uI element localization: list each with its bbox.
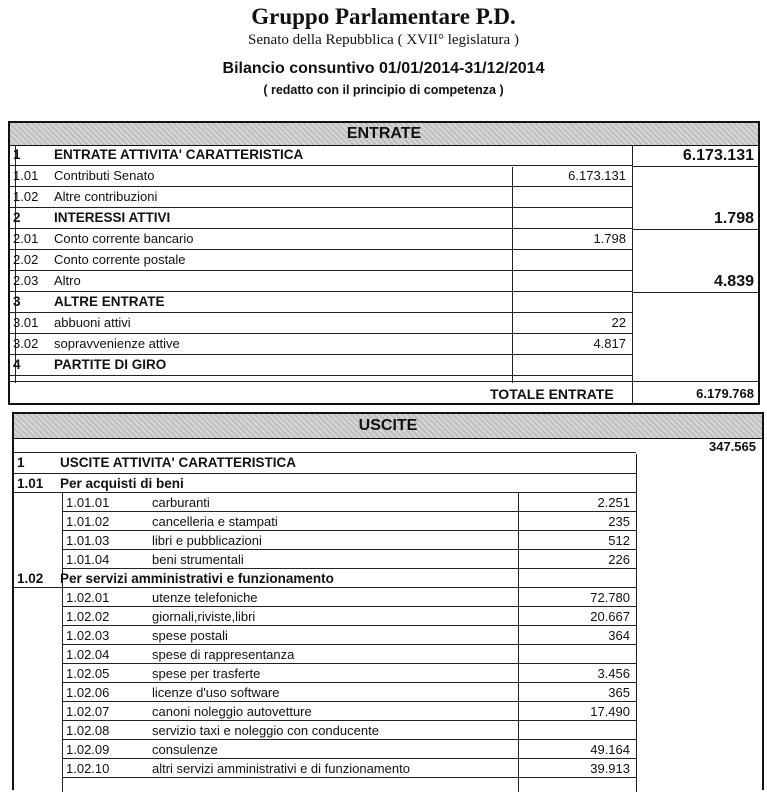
row-label: canoni noleggio autovetture <box>152 704 312 719</box>
row-amount: 364 <box>608 628 630 643</box>
entrate-item-row <box>10 166 632 187</box>
row-label: cancelleria e stampati <box>152 514 278 529</box>
row-label: INTERESSI ATTIVI <box>54 210 171 225</box>
row-amount: 3.456 <box>597 666 630 681</box>
entrate-section-row <box>10 292 632 313</box>
report-subtitle: ( redatto con il principio di competenza ) <box>263 83 504 97</box>
row-label: USCITE ATTIVITA' CARATTERISTICA <box>60 455 296 470</box>
row-code: 1.01.04 <box>66 552 110 567</box>
row-code: 4 <box>13 357 21 372</box>
row-amount: 6.173.131 <box>568 168 626 183</box>
row-code: 2.03 <box>13 273 39 288</box>
uscite-heading: USCITE <box>14 414 762 439</box>
total-entrate-value: 6.179.768 <box>696 386 754 401</box>
uscite-section-row <box>14 452 636 474</box>
senate-subtitle: Senato della Repubblica ( XVII° legislatura ) <box>248 32 519 48</box>
row-label: ENTRATE ATTIVITA' CARATTERISTICA <box>54 147 304 162</box>
row-code: 1.01.01 <box>66 495 110 510</box>
row-code: 1.02.03 <box>66 628 110 643</box>
report-title: Bilancio consuntivo 01/01/2014-31/12/2014 <box>222 60 545 77</box>
row-code: 1.02.10 <box>66 761 110 776</box>
entrate-section-row <box>10 145 632 166</box>
uscite-item-row <box>62 664 636 683</box>
row-label: utenze telefoniche <box>152 590 258 605</box>
row-code: 1 <box>13 147 21 162</box>
row-code: 2.02 <box>13 252 39 267</box>
row-code: 2.01 <box>13 231 39 246</box>
entrate-section-row <box>10 208 632 229</box>
row-code: 1.01 <box>17 476 44 491</box>
row-label: Contributi Senato <box>54 168 155 183</box>
row-label: consulenze <box>152 742 218 757</box>
row-amount: 512 <box>608 533 630 548</box>
row-label: spese di rappresentanza <box>152 647 295 662</box>
row-amount: 4.817 <box>593 336 626 351</box>
row-label: giornali,riviste,libri <box>152 609 256 624</box>
entrate-item-row <box>10 187 632 208</box>
entrate-section-row <box>10 355 632 376</box>
row-code: 1 <box>17 455 25 470</box>
column-divider <box>636 454 637 792</box>
row-code: 1.02.06 <box>66 685 110 700</box>
uscite-item-row <box>62 626 636 645</box>
entrate-item-row <box>10 313 632 334</box>
row-code: 3.01 <box>13 315 39 330</box>
uscite-item-row <box>62 683 636 702</box>
row-amount: 49.164 <box>590 742 630 757</box>
row-code: 1.01.02 <box>66 514 110 529</box>
row-label: abbuoni attivi <box>54 315 131 330</box>
row-label: PARTITE DI GIRO <box>54 357 167 372</box>
uscite-table <box>12 412 764 790</box>
column-divider <box>632 145 633 405</box>
row-code: 1.02.04 <box>66 647 110 662</box>
row-label: Per acquisti di beni <box>60 476 184 491</box>
row-label: spese postali <box>152 628 228 643</box>
row-code: 1.01.03 <box>66 533 110 548</box>
row-label: beni strumentali <box>152 552 244 567</box>
uscite-item-row <box>62 721 636 740</box>
row-label: servizio taxi e noleggio con conducente <box>152 723 379 738</box>
uscite-item-row <box>62 512 636 531</box>
row-label: licenze d'uso software <box>152 685 280 700</box>
entrate-item-row <box>10 271 632 292</box>
uscite-group-row <box>14 474 636 493</box>
uscite-item-row <box>62 588 636 607</box>
row-label: Altro <box>54 273 81 288</box>
row-amount: 235 <box>608 514 630 529</box>
total-underline <box>632 292 758 293</box>
group-title: Gruppo Parlamentare P.D. <box>251 4 516 29</box>
uscite-group-row <box>14 569 636 588</box>
row-code: 1.02.09 <box>66 742 110 757</box>
uscite-item-row <box>62 607 636 626</box>
row-amount: 72.780 <box>590 590 630 605</box>
row-label: Conto corrente postale <box>54 252 186 267</box>
row-code: 1.02.05 <box>66 666 110 681</box>
uscite-item-row <box>62 493 636 512</box>
row-label: Conto corrente bancario <box>54 231 194 246</box>
entrate-total-row <box>10 381 758 405</box>
total-underline <box>632 229 758 230</box>
section-total: 6.173.131 <box>682 147 754 164</box>
section-total: 4.839 <box>713 273 754 290</box>
uscite-item-row <box>62 531 636 550</box>
total-entrate-label: TOTALE ENTRATE <box>490 386 614 402</box>
uscite-item-row <box>62 702 636 721</box>
row-code: 1.01 <box>13 168 39 183</box>
row-amount: 20.667 <box>590 609 630 624</box>
row-label: libri e pubblicazioni <box>152 533 262 548</box>
row-amount: 2.251 <box>597 495 630 510</box>
row-amount: 226 <box>608 552 630 567</box>
row-code: 3.02 <box>13 336 39 351</box>
row-amount: 1.798 <box>593 231 626 246</box>
row-label: carburanti <box>152 495 210 510</box>
entrate-item-row <box>10 334 632 355</box>
row-code: 3 <box>13 294 21 309</box>
row-code: 2 <box>13 210 21 225</box>
uscite-item-row <box>62 759 636 778</box>
entrate-heading: ENTRATE <box>10 123 758 146</box>
uscite-top-total: 347.565 <box>709 439 756 454</box>
section-total: 1.798 <box>713 210 754 227</box>
uscite-item-row <box>62 740 636 759</box>
row-code: 1.02.08 <box>66 723 110 738</box>
entrate-item-row <box>10 250 632 271</box>
row-label: Altre contribuzioni <box>54 189 158 204</box>
row-code: 1.02.01 <box>66 590 110 605</box>
row-label: altri servizi amministrativi e di funzionamento <box>152 761 410 776</box>
row-label: Per servizi amministrativi e funzionamento <box>60 571 334 586</box>
entrate-table <box>8 121 760 405</box>
row-amount: 365 <box>608 685 630 700</box>
entrate-item-row <box>10 229 632 250</box>
row-amount: 22 <box>611 315 626 330</box>
row-amount: 39.913 <box>590 761 630 776</box>
row-code: 1.02 <box>17 571 44 586</box>
row-code: 1.02.07 <box>66 704 110 719</box>
uscite-item-row <box>62 550 636 569</box>
row-code: 1.02 <box>13 189 39 204</box>
row-amount: 17.490 <box>590 704 630 719</box>
row-label: ALTRE ENTRATE <box>54 294 165 309</box>
row-code: 1.02.02 <box>66 609 110 624</box>
row-label: spese per trasferte <box>152 666 261 681</box>
row-label: sopravvenienze attive <box>54 336 180 351</box>
total-underline <box>632 166 758 167</box>
uscite-item-row <box>62 645 636 664</box>
